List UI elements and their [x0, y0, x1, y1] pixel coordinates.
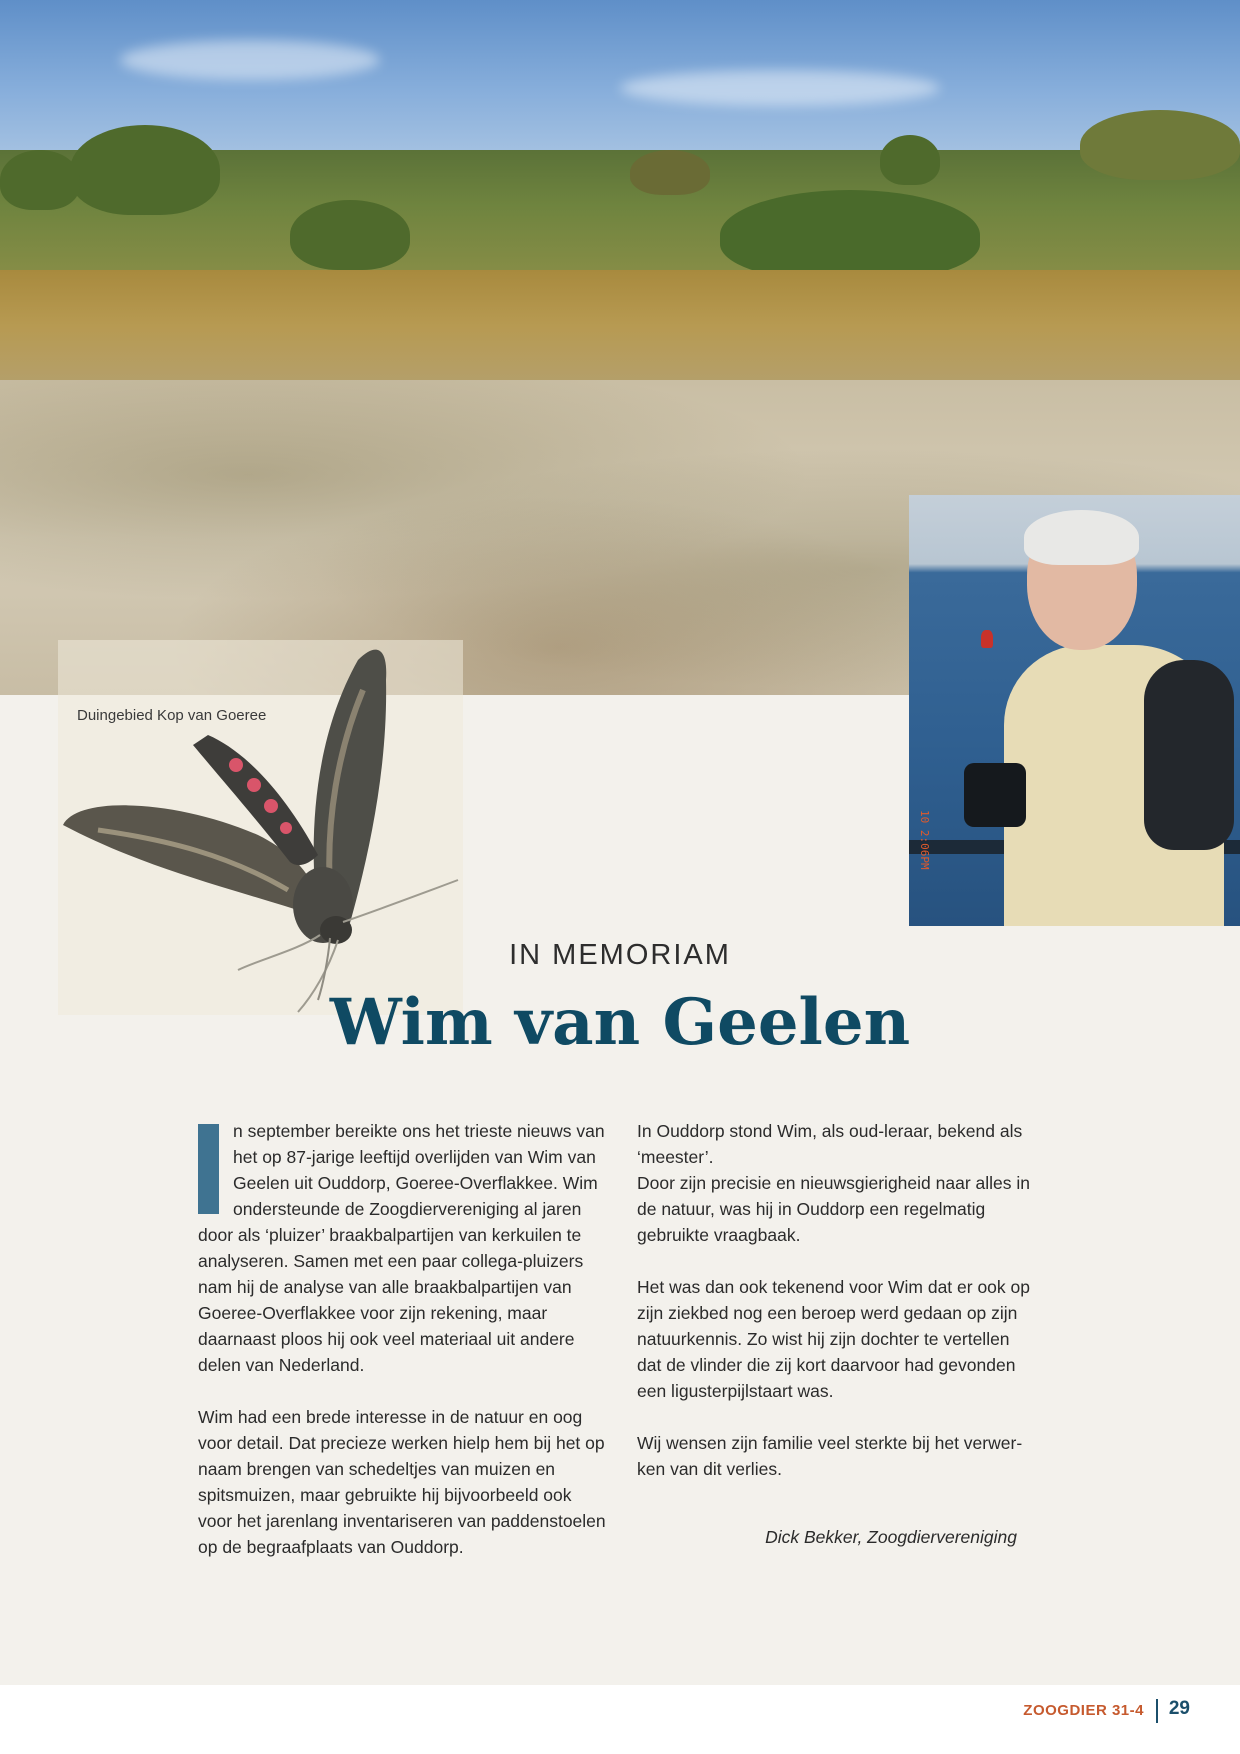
cloud	[620, 70, 940, 106]
shrub	[1080, 110, 1240, 180]
article-paragraph: Wij wensen zijn familie veel sterkte bij het verwerken van dit verlies.	[637, 1433, 1023, 1479]
binoculars	[964, 763, 1026, 827]
buoy	[981, 630, 993, 648]
tree	[0, 150, 80, 210]
author-signature: Dick Bekker, Zoogdiervereniging	[765, 1527, 1017, 1547]
shrub	[720, 190, 980, 280]
page-footer	[0, 1685, 1240, 1754]
page-number: 29	[1168, 1698, 1190, 1719]
shrub	[880, 135, 940, 185]
jacket-sleeve	[1144, 660, 1234, 850]
article-paragraph	[198, 1118, 608, 1378]
article-title: Wim van Geelen	[329, 985, 911, 1060]
article-column-right	[637, 1118, 1037, 1550]
article-paragraph: In Ouddorp stond Wim, als oud-leraar, bekend als ‘meester’.	[637, 1121, 1023, 1167]
footer-divider	[1156, 1699, 1158, 1723]
drop-cap-bar	[198, 1124, 219, 1214]
photo-caption: Duingebied Kop van Goeree	[77, 707, 267, 724]
shrub	[290, 200, 410, 270]
shrub	[630, 150, 710, 195]
portrait-photo	[909, 495, 1240, 926]
paragraph-text: n september bereikte ons het trieste nieuws van het op 87-jarige leeftijd overlijden van Wim van Geelen uit Ouddorp, Goeree-Overflakkee. Wim ondersteunde de Zoogdiervereniging al jaren door als ‘pluizer’ braakbalpartijen van kerkuilen te analyseren. Samen met een paar collega-pluizers nam hij de analyse van alle braakbalpartijen van Goeree-Overflakkee voor zijn rekening, maar daarnaast ploos hij ook veel materiaal uit andere delen van Nederland.	[198, 1121, 605, 1375]
photo-date-stamp: 10 2:06PM	[918, 810, 931, 870]
section-kicker: IN MEMORIAM	[509, 939, 731, 971]
article-paragraph: Door zijn precisie en nieuwsgierigheid naar alles in de natuur, was hij in Ouddorp een regelmatig gebruikte vraagbaak.	[637, 1173, 1030, 1245]
hair	[1024, 510, 1139, 565]
cloud	[120, 40, 380, 80]
tree	[70, 125, 220, 215]
article-column-left	[198, 1118, 608, 1586]
article-paragraph: Wim had een brede interesse in de natuur en oog voor detail. Dat precieze werken hielp hem bij het op naam brengen van schedeltjes van muizen en spitsmuizen, maar gebruikte hij bijvoorbeeld ook voor het jarenlang inventariseren van paddenstoelen op de begraafplaats van Ouddorp.	[198, 1407, 606, 1557]
journal-name: ZOOGDIER 31-4	[1023, 1702, 1144, 1719]
article-paragraph: Het was dan ook tekenend voor Wim dat er ook op zijn ziekbed nog een beroep werd gedaan op zijn natuurkennis. Zo wist hij zijn dochter te vertellen dat de vlinder die zij kort daarvoor had gevonden een ligusterpijlstaart was.	[637, 1277, 1030, 1401]
